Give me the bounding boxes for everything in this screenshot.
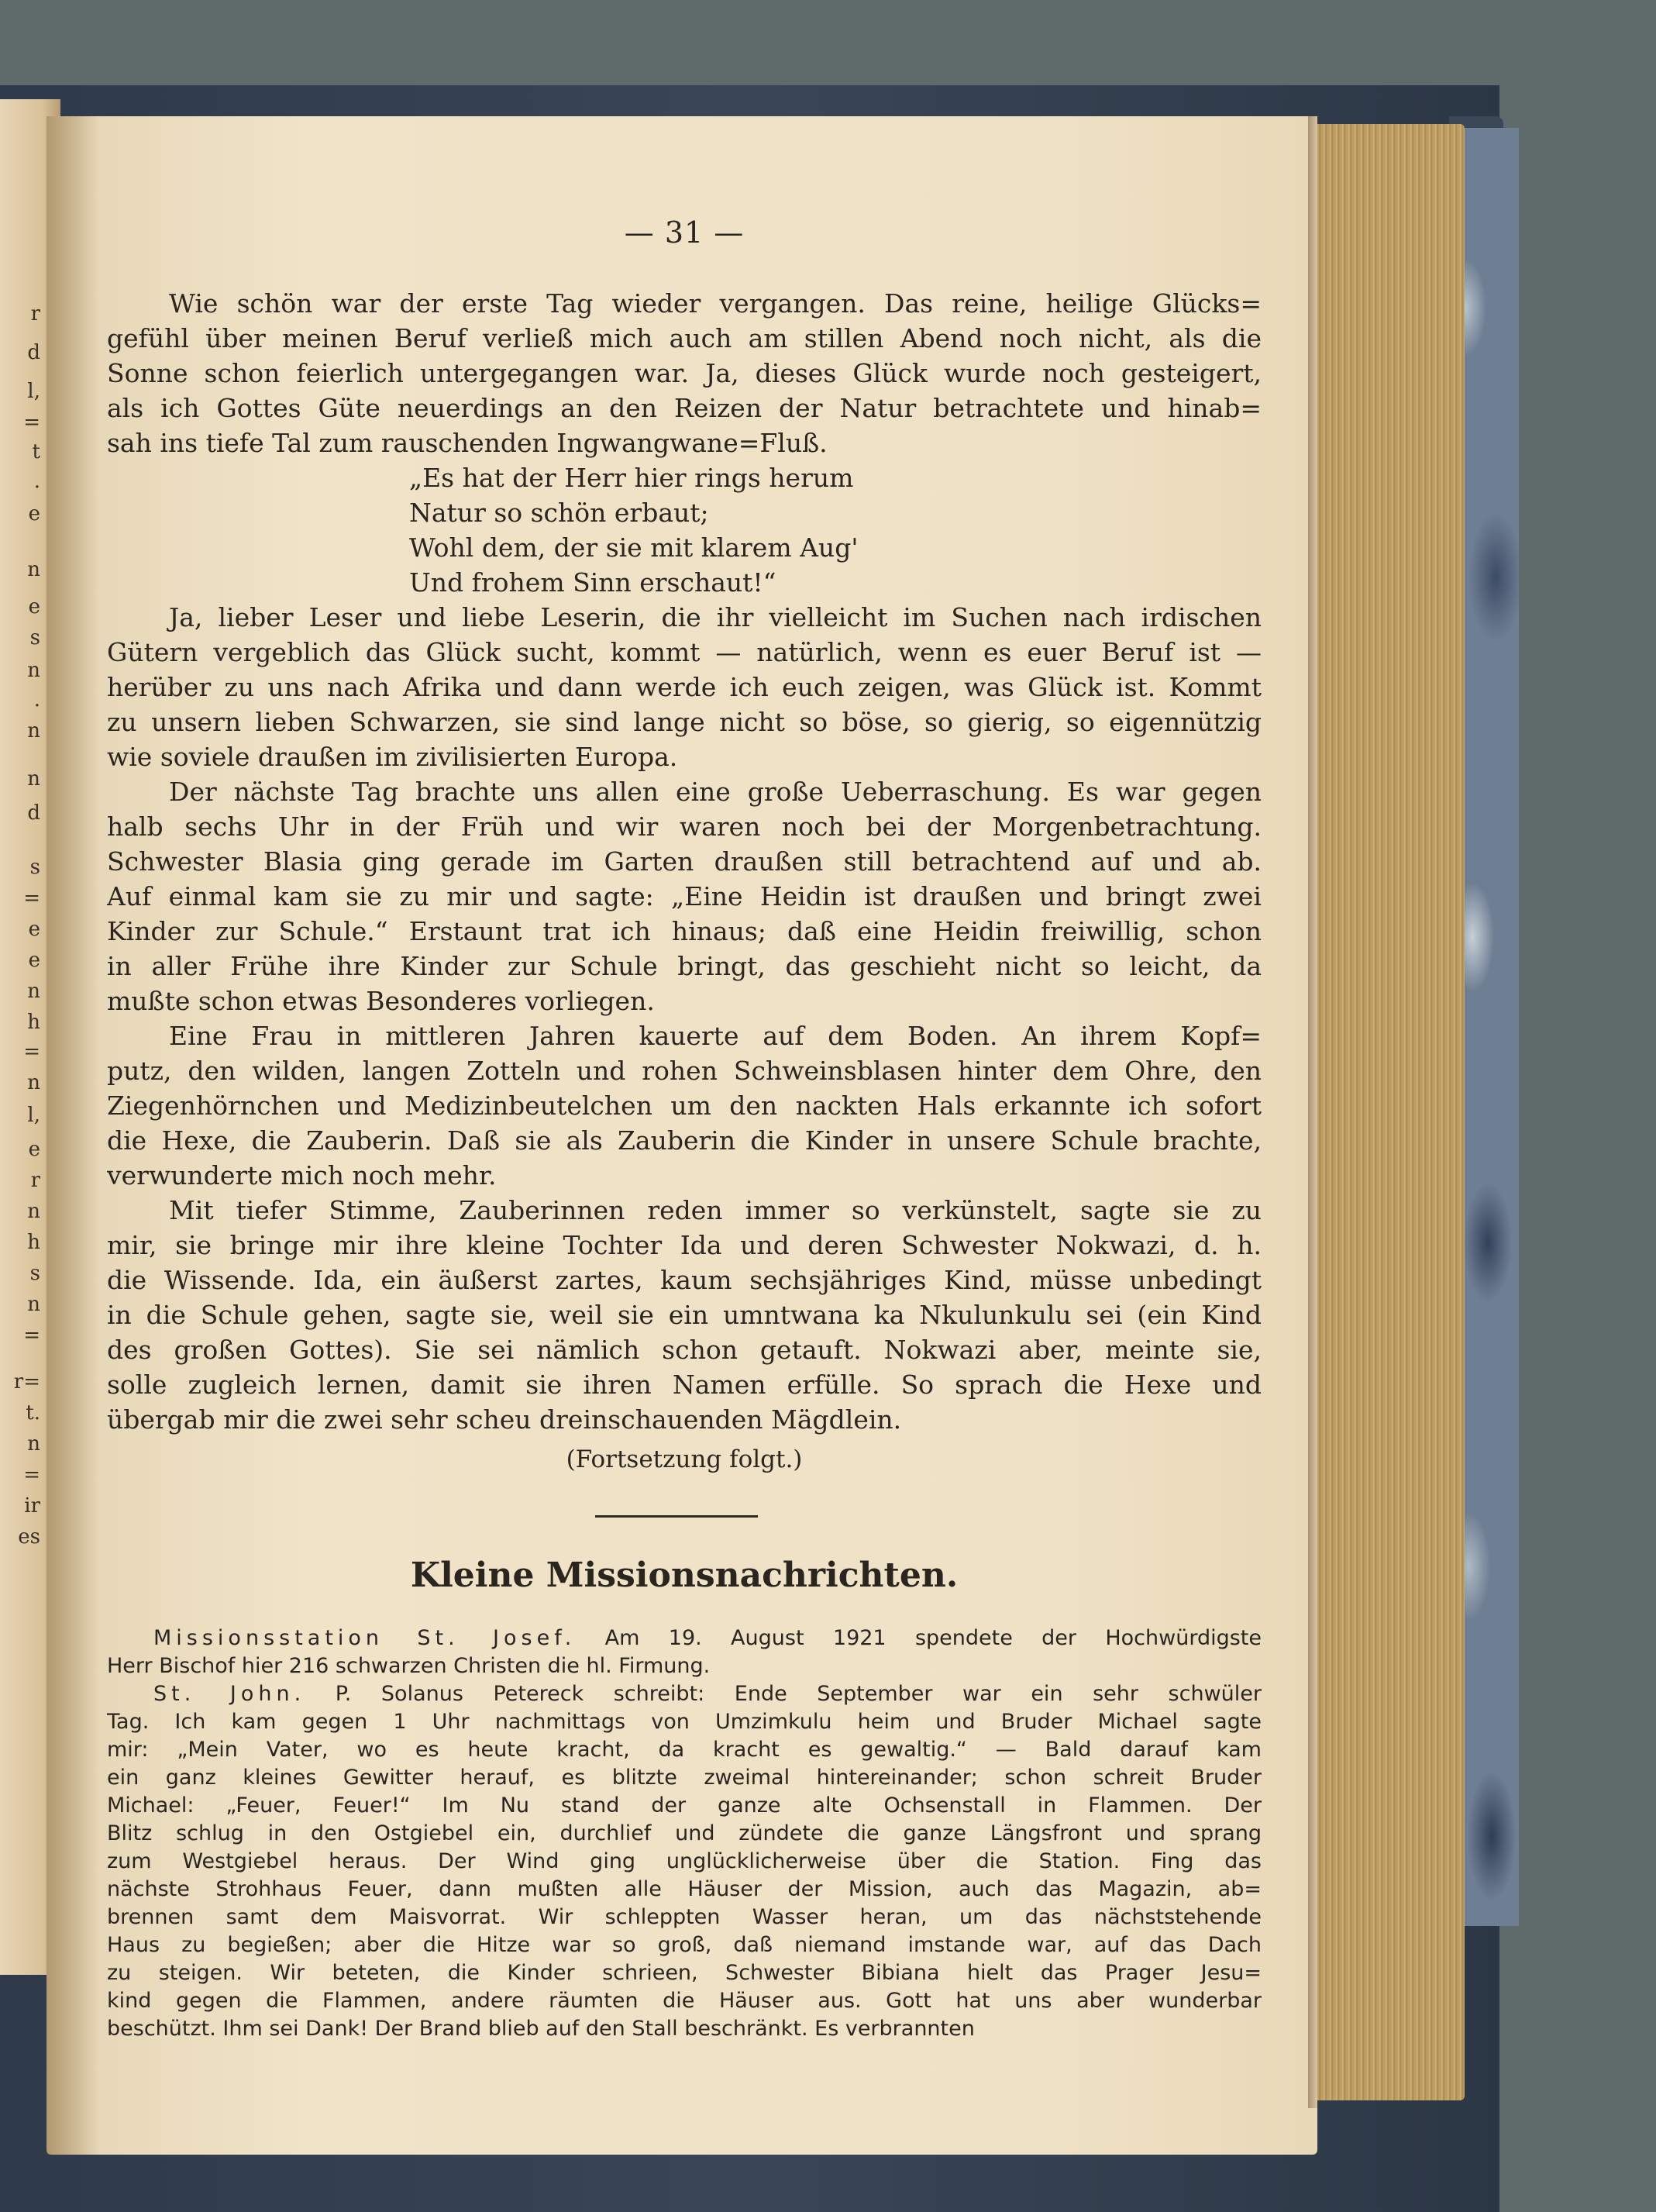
- text-line: Sonne schon feierlich untergegangen war. Ja, dieses Glück wurde noch gesteigert,: [107, 358, 1262, 388]
- fragment-letter: n: [27, 1293, 40, 1316]
- news-text: Herr Bischof hier 216 schwarzen Christen die hl. Firmung.: [107, 1654, 711, 1678]
- fragment-letter: h: [27, 1231, 40, 1254]
- news-text: nächste Strohhaus Feuer, dann mußten alle Häuser der Mission, auch das Magazin, ab=: [107, 1877, 1262, 1901]
- news-line: [107, 1765, 1262, 1791]
- fragment-letter: r: [30, 302, 40, 326]
- fragment-letter: ir: [24, 1494, 40, 1518]
- fragment-letter: n: [27, 719, 40, 743]
- fragment-letter: n: [27, 1432, 40, 1456]
- news-line: [107, 1681, 1262, 1707]
- fragment-letter: d: [27, 341, 40, 364]
- news-line: [107, 1625, 1262, 1652]
- previous-page-fragments: [0, 99, 46, 1975]
- text-line: Eine Frau in mittleren Jahren kauerte auf dem Boden. An ihrem Kopf=: [169, 1021, 1262, 1051]
- fragment-letter: r: [30, 1169, 40, 1192]
- news-place: St. John.: [153, 1682, 306, 1706]
- fragment-letter: n: [27, 1200, 40, 1223]
- page-block-edge: [1310, 124, 1465, 2100]
- news-text: zu steigen. Wir beteten, die Kinder schrieen, Schwester Bibiana hielt das Prager Jesu=: [107, 1961, 1262, 1985]
- fragment-letter: es: [18, 1525, 40, 1549]
- page-number: — 31 —: [624, 215, 745, 250]
- text-line: mußte schon etwas Besonderes vorliegen.: [107, 986, 655, 1016]
- text-line: Wie schön war der erste Tag wieder vergangen. Das reine, heilige Glücks=: [169, 288, 1262, 319]
- news-text: kind gegen die Flammen, andere räumten die Häuser aus. Gott hat uns aber wunderbar: [107, 1989, 1262, 2013]
- news-text: Am 19. August 1921 spendete der Hochwürdigste: [576, 1626, 1262, 1650]
- fragment-letter: e: [28, 918, 40, 941]
- text-line: die Wissende. Ida, ein äußerst zartes, kaum sechsjähriges Kind, müsse unbedingt: [107, 1265, 1262, 1295]
- fragment-letter: n: [27, 659, 40, 682]
- fragment-letter: s: [29, 626, 40, 649]
- news-text: Michael: „Feuer, Feuer!“ Im Nu stand der ganze alte Ochsenstall in Flammen. Der: [107, 1793, 1262, 1817]
- section-divider: [595, 1515, 758, 1518]
- fragment-letter: r=: [13, 1370, 40, 1394]
- fragment-letter: l,: [27, 1104, 40, 1127]
- news-line: [107, 1960, 1262, 1986]
- news-line: [107, 1737, 1262, 1763]
- text-line: gefühl über meinen Beruf verließ mich auch am stillen Abend noch nicht, als die: [107, 323, 1262, 353]
- news-line: [107, 1793, 1262, 1819]
- text-line: Auf einmal kam sie zu mir und sagte: „Eine Heidin ist draußen und bringt zwei: [107, 881, 1262, 911]
- news-line: [107, 1904, 1262, 1931]
- text-line: halb sechs Uhr in der Früh und wir waren noch bei der Morgenbetrachtung.: [107, 811, 1262, 842]
- text-line: Der nächste Tag brachte uns allen eine große Ueberraschung. Es war gegen: [169, 777, 1262, 807]
- fragment-letter: =: [23, 887, 40, 910]
- fragment-letter: =: [23, 1040, 40, 1063]
- text-line: in aller Frühe ihre Kinder zur Schule bringt, das geschieht nicht so leicht, da: [107, 951, 1262, 981]
- news-text: brennen samt dem Maisvorrat. Wir schleppten Wasser heran, um das nächststehende: [107, 1905, 1262, 1929]
- fragment-letter: n: [27, 767, 40, 791]
- news-text: Haus zu begießen; aber die Hitze war so groß, daß niemand imstande war, auf das Dach: [107, 1933, 1262, 1957]
- fragment-letter: s: [29, 856, 40, 879]
- verse-line: „Es hat der Herr hier rings herum: [409, 463, 854, 493]
- continued-note: (Fortsetzung folgt.): [566, 1445, 803, 1473]
- text-line: verwunderte mich noch mehr.: [107, 1160, 497, 1190]
- news-text: P. Solanus Petereck schreibt: Ende September war ein sehr schwüler: [305, 1682, 1262, 1706]
- text-line: Schwester Blasia ging gerade im Garten draußen still betrachtend auf und ab.: [107, 846, 1262, 877]
- text-line: zu unsern lieben Schwarzen, sie sind lange nicht so böse, so gierig, so eigennützig: [107, 707, 1262, 737]
- news-line: [107, 1849, 1262, 1875]
- section-heading: Kleine Missionsnachrichten.: [410, 1556, 959, 1595]
- news-text: beschützt. Ihm sei Dank! Der Brand blieb auf den Stall beschränkt. Es verbrannten: [107, 2017, 975, 2041]
- text-line: Gütern vergeblich das Glück sucht, kommt — natürlich, wenn es euer Beruf ist —: [107, 637, 1262, 667]
- news-line: [107, 1988, 1262, 2014]
- news-text: ein ganz kleines Gewitter herauf, es blitzte zweimal hintereinander; schon schreit Bruder: [107, 1766, 1262, 1790]
- text-line: sah ins tiefe Tal zum rauschenden Ingwangwane=Fluß.: [107, 428, 828, 458]
- fragment-letter: .: [33, 688, 40, 711]
- text-line: Ziegenhörnchen und Medizinbeutelchen um den nackten Hals erkannte ich sofort: [107, 1090, 1262, 1121]
- text-line: Mit tiefer Stimme, Zauberinnen reden immer so verkünstelt, sagte sie zu: [169, 1195, 1262, 1225]
- fragment-letter: =: [23, 411, 40, 434]
- fragment-letter: h: [27, 1011, 40, 1034]
- fragment-letter: e: [28, 949, 40, 972]
- page-edge-shadow: [1308, 116, 1320, 2108]
- verse-line: Und frohem Sinn erschaut!“: [409, 567, 776, 598]
- fragment-letter: n: [27, 1071, 40, 1094]
- news-line: [107, 2016, 1262, 2042]
- news-text: zum Westgiebel heraus. Der Wind ging unglücklicherweise über die Station. Fing das: [107, 1849, 1262, 1873]
- text-line: Kinder zur Schule.“ Erstaunt trat ich hinaus; daß eine Heidin freiwillig, schon: [107, 916, 1262, 946]
- news-line: [107, 1876, 1262, 1903]
- gutter-shadow: [46, 116, 101, 2155]
- news-text: Tag. Ich kam gegen 1 Uhr nachmittags von Umzimkulu heim und Bruder Michael sagte: [107, 1710, 1262, 1734]
- text-line: die Hexe, die Zauberin. Daß sie als Zauberin die Kinder in unsere Schule brachte,: [107, 1125, 1262, 1156]
- fragment-letter: .: [33, 470, 40, 493]
- fragment-letter: e: [28, 502, 40, 525]
- fragment-letter: e: [28, 595, 40, 618]
- news-text: Blitz schlug in den Ostgiebel ein, durchlief und zündete die ganze Längsfront und sprang: [107, 1821, 1262, 1845]
- text-line: wie soviele draußen im zivilisierten Europa.: [107, 742, 678, 772]
- fragment-letter: e: [28, 1138, 40, 1161]
- news-place: Missionsstation St. Josef.: [153, 1626, 577, 1650]
- fragment-letter: =: [23, 1463, 40, 1487]
- verse-line: Wohl dem, der sie mit klarem Aug': [409, 532, 859, 563]
- fragment-letter: n: [27, 980, 40, 1003]
- text-line: als ich Gottes Güte neuerdings an den Reizen der Natur betrachtete und hinab=: [107, 393, 1262, 423]
- fragment-letter: d: [27, 801, 40, 825]
- news-line: [107, 1821, 1262, 1847]
- news-line: [107, 1932, 1262, 1959]
- fragment-letter: n: [27, 558, 40, 581]
- fragment-letter: t.: [26, 1401, 40, 1425]
- news-line: [107, 1653, 1262, 1680]
- text-line: übergab mir die zwei sehr scheu dreinschauenden Mägdlein.: [107, 1404, 902, 1435]
- text-line: solle zugleich lernen, damit sie ihren Namen erfülle. So sprach die Hexe und: [107, 1370, 1262, 1400]
- fragment-letter: =: [23, 1324, 40, 1347]
- text-line: des großen Gottes). Sie sei nämlich schon getauft. Nokwazi aber, meinte sie,: [107, 1335, 1262, 1365]
- text-line: mir, sie bringe mir ihre kleine Tochter Ida und deren Schwester Nokwazi, d. h.: [107, 1230, 1262, 1260]
- text-line: herüber zu uns nach Afrika und dann werde ich euch zeigen, was Glück ist. Kommt: [107, 672, 1262, 702]
- news-text: mir: „Mein Vater, wo es heute kracht, da kracht es gewaltig.“ — Bald darauf kam: [107, 1738, 1262, 1762]
- fragment-letter: t: [32, 440, 40, 463]
- text-line: putz, den wilden, langen Zotteln und rohen Schweinsblasen hinter dem Ohre, den: [107, 1056, 1262, 1086]
- text-line: Ja, lieber Leser und liebe Leserin, die ihr vielleicht im Suchen nach irdischen: [169, 602, 1262, 632]
- fragment-letter: l,: [27, 380, 40, 403]
- news-line: [107, 1709, 1262, 1735]
- text-line: in die Schule gehen, sagte sie, weil sie ein umntwana ka Nkulunkulu sei (ein Kind: [107, 1300, 1262, 1330]
- fragment-letter: s: [29, 1262, 40, 1285]
- verse-line: Natur so schön erbaut;: [409, 498, 709, 528]
